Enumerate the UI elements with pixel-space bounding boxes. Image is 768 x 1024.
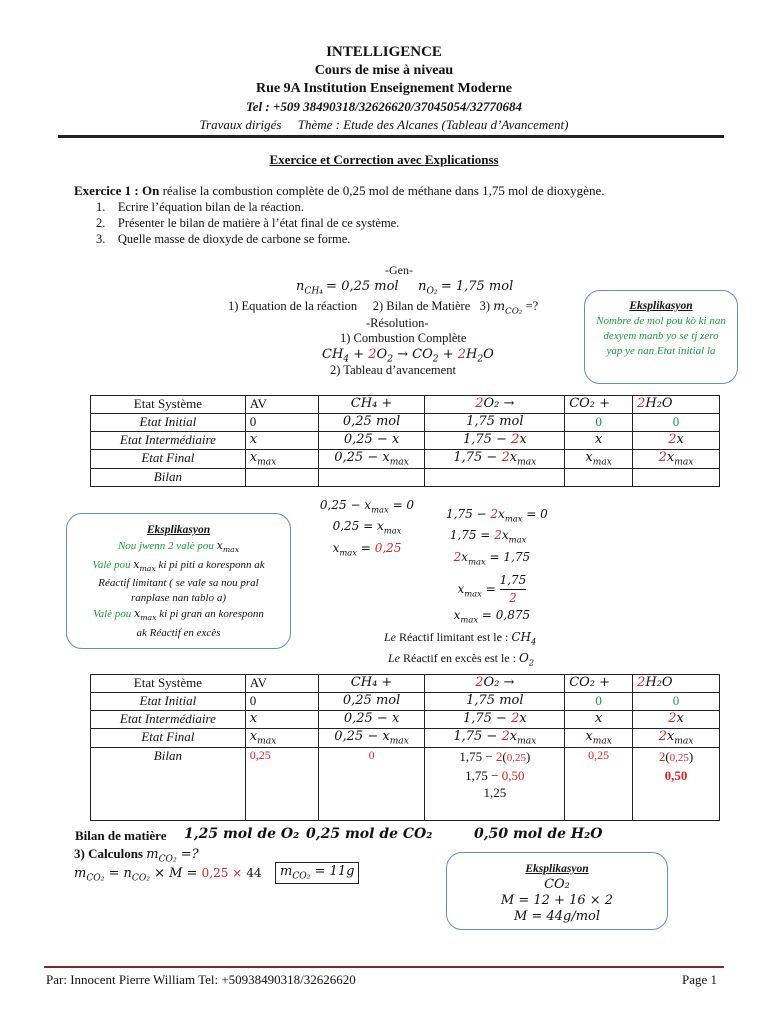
- question-1: 1. Ecrire l’équation bilan de la réaction.: [96, 200, 304, 214]
- section-title: Exercice et Correction avec Explicationss: [269, 152, 499, 167]
- calc-ch4: $0,25 - x_{max} = 0$ $0,25 = x_{max}$ $x_{max} = 0,25$: [319, 498, 415, 558]
- box2-line: Valè pou $x_{max}$ ki pi gran an koresponn: [93, 607, 264, 623]
- part3-formula: $m_{CO_2} = n_{CO_2} \times M = 0,25 \times 44$: [74, 866, 262, 884]
- col-header: Etat Système: [91, 396, 246, 414]
- exercise-statement: [74, 183, 604, 199]
- page-number: Page 1: [682, 972, 718, 987]
- gen-givens: $n_{CH_4} = 0,25$ mol $n_{O_2} = 1,75$ mol: [296, 279, 514, 297]
- bilan-co2: 0,25: [565, 747, 633, 820]
- box3-line: M = 12 + 16 × 2: [500, 893, 614, 908]
- summary-h2o: 0,50 mol de H₂O: [474, 826, 603, 842]
- table-row: Bilan 0,25 0 1,75 − 2(0,25) 1,75 − 0,50 1,25 0,25 2(0,25) 0,50: [91, 747, 720, 820]
- part3-result: $m_{CO_2} = 11g$: [275, 862, 359, 884]
- box2-line: ak Réactif en excès: [136, 626, 221, 639]
- box1-text: Nombre de mol pou kò ki nan dexyem manb yo se tj zero yap ye nan Etat initial la: [596, 315, 726, 357]
- progress-table-2: [90, 674, 720, 821]
- table-header-row: [91, 396, 720, 414]
- question-3: 3. Quelle masse de dioxyde de carbone se forme.: [96, 232, 351, 246]
- resolution-step2: 2) Tableau d’avancement: [330, 363, 456, 377]
- bilan-o2: 1,75 − 2(0,25) 1,75 − 0,50 1,25: [425, 747, 565, 820]
- col-header: CH₄ +: [318, 396, 425, 414]
- table-row: Etat Initial 0 0,25 mol 1,75 mol 0 0: [91, 693, 720, 711]
- gen-label: -Gen-: [385, 263, 413, 277]
- col-header: 2H₂O: [633, 396, 720, 414]
- explanation-box-2: [66, 513, 291, 649]
- resolution-step1: 1) Combustion Complète: [340, 331, 467, 345]
- table-header-row: Etat Système AV CH₄ + 2O₂ → CO₂ + 2H₂O: [91, 675, 720, 693]
- bilan-av: 0,25: [245, 747, 318, 820]
- gen-tasks: 1) Equation de la réaction 2) Bilan de Matière 3) $m_{CO_2}$ =?: [228, 298, 539, 317]
- reaction-equation: $CH_4 + 2O_2 \to CO_2 + 2H_2O$: [322, 347, 494, 365]
- table-row: Bilan: [91, 468, 720, 486]
- summary-co2: 0,25 mol de CO₂: [306, 826, 433, 842]
- question-2: 2. Présenter le bilan de matière à l’état final de ce système.: [96, 216, 400, 230]
- box3-line: CO₂: [544, 877, 570, 892]
- box2-line: Nou jwenn 2 valè pou $x_{max}$: [117, 539, 240, 555]
- box2-line: Valè pou $x_{max}$ ki pi piti a koresponn ak: [92, 558, 265, 574]
- footer-author: Par: Innocent Pierre William Tel: +50938490318/32626620: [46, 972, 356, 987]
- bilan-h2o: 2(0,25) 0,50: [633, 747, 720, 820]
- table-row: Etat Final $x_{max}$ $0,25 - x_{max}$ $1,75 - 2x_{max}$ $x_{max}$ $2x_{max}$: [91, 729, 720, 748]
- doc-theme: Travaux dirigés Thème : Etude des Alcanes (Tableau d’Avancement): [199, 117, 569, 132]
- box2-line: ranplase nan tablo a): [130, 592, 227, 605]
- table-row: Etat Final $x_{max}$ $0,25 - x_{max}$ $1,75 - 2x_{max}$ $x_{max}$ $2x_{max}$: [91, 450, 720, 469]
- box3-title: Eksplikasyon: [525, 863, 589, 875]
- box2-title: Eksplikasyon: [146, 524, 211, 536]
- footer-rule: [44, 966, 724, 968]
- reactif-limitant: Le Réactif limitant est le : $CH_4$: [384, 630, 537, 647]
- reactif-exces: Le Réactif en excès est le : $O_2$: [388, 651, 535, 668]
- question-list: [96, 199, 399, 247]
- resolution-label: -Résolution-: [366, 316, 429, 330]
- col-header: 2O₂ →: [425, 396, 565, 414]
- box3-line: M = 44g/mol: [513, 909, 601, 924]
- doc-title: INTELLIGENCE: [326, 44, 442, 60]
- table-row: Etat Intermédiaire x 0,25 − x 1,75 − 2x x 2x: [91, 432, 720, 450]
- box2-line: Réactif limitant ( se vale sa nou pral: [98, 577, 259, 590]
- table-row: Etat Initial 0 0,25 mol 1,75 mol 0 0: [91, 414, 720, 432]
- box1-title: Eksplikasyon: [629, 300, 693, 312]
- part3-title: 3) Calculons $m_{CO_2}$ =?: [74, 846, 199, 865]
- col-header: CO₂ +: [565, 396, 633, 414]
- doc-tel: Tel : +509 38490318/32626620/37045054/32770684: [246, 99, 522, 114]
- doc-subtitle: Cours de mise à niveau: [314, 63, 454, 78]
- header-rule: [58, 135, 724, 138]
- exercise-label: Exercice 1 : On: [74, 183, 160, 198]
- summary-label: Bilan de matière: [75, 828, 167, 843]
- summary-o2: 1,25 mol de O₂: [184, 826, 300, 842]
- table-row: Etat Intermédiaire x 0,25 − x 1,75 − 2x x 2x: [91, 711, 720, 729]
- progress-table-1: [90, 395, 720, 487]
- bilan-ch4: 0: [318, 747, 425, 820]
- explanation-box-1: [584, 290, 738, 384]
- explanation-box-3: [446, 852, 668, 930]
- col-header: AV: [245, 396, 318, 414]
- exercise-text: réalise la combustion complète de 0,25 mol de méthane dans 1,75 mol de dioxygène.: [159, 183, 605, 198]
- calc-o2: $1,75 - 2x_{max} = 0$ $1,75 = 2x_{max}$ $2x_{max} = 1,75$ $x_{max}$ = $\frac{1,75}{2}$ $x_{max} = 0,875$: [446, 507, 548, 625]
- doc-address: Rue 9A Institution Enseignement Moderne: [256, 81, 512, 96]
